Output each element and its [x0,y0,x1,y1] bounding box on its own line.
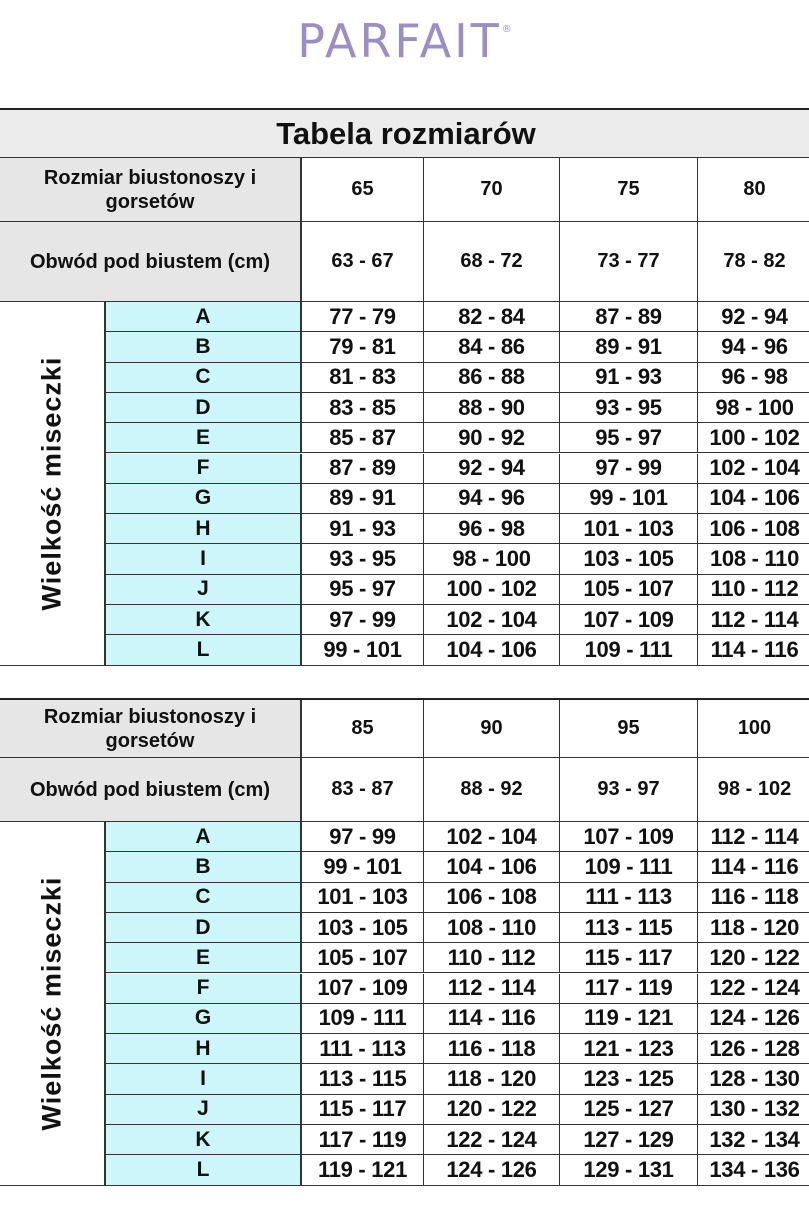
bust-range-cell: 125 - 127 [560,1095,698,1125]
bust-range-cell: 104 - 106 [698,484,809,514]
bust-range-cell: 93 - 95 [302,544,424,574]
cup-letter-K: K [106,1125,302,1155]
band-size-75: 75 [560,158,698,222]
bust-range-cell: 127 - 129 [560,1125,698,1155]
bust-range-cell: 112 - 114 [698,822,809,852]
band-size-90: 90 [424,700,560,758]
band-range: 93 - 97 [560,758,698,822]
bust-range-cell: 109 - 111 [302,1004,424,1034]
cup-size-label-text: Wielkość miseczki [36,356,67,611]
band-range: 78 - 82 [698,222,809,302]
bust-range-cell: 101 - 103 [560,514,698,544]
bust-range-cell: 115 - 117 [302,1095,424,1125]
bust-range-cell: 122 - 124 [424,1125,560,1155]
cup-letter-K: K [106,605,302,635]
bust-range-cell: 124 - 126 [424,1155,560,1185]
band-header-label: Obwód pod biustem (cm) [0,758,302,822]
cup-letter-H: H [106,514,302,544]
bust-range-cell: 102 - 104 [698,454,809,484]
bust-range-cell: 124 - 126 [698,1004,809,1034]
bust-range-cell: 114 - 116 [698,635,809,665]
bust-range-cell: 109 - 111 [560,852,698,882]
bust-range-cell: 126 - 128 [698,1034,809,1064]
bust-range-cell: 96 - 98 [424,514,560,544]
bust-range-cell: 83 - 85 [302,393,424,423]
bust-range-cell: 87 - 89 [560,302,698,332]
bust-range-cell: 86 - 88 [424,363,560,393]
band-range: 73 - 77 [560,222,698,302]
bust-range-cell: 102 - 104 [424,605,560,635]
size-header-label: Rozmiar biustonoszy i gorsetów [0,158,302,222]
bust-range-cell: 94 - 96 [698,332,809,362]
bust-range-cell: 112 - 114 [698,605,809,635]
cup-letter-C: C [106,883,302,913]
bust-range-cell: 122 - 124 [698,974,809,1004]
bust-range-cell: 116 - 118 [698,883,809,913]
bust-range-cell: 97 - 99 [560,454,698,484]
bust-range-cell: 104 - 106 [424,635,560,665]
bust-range-cell: 118 - 120 [698,913,809,943]
bust-range-cell: 92 - 94 [698,302,809,332]
cup-size-label [0,302,106,666]
bust-range-cell: 107 - 109 [302,974,424,1004]
cup-letter-G: G [106,484,302,514]
bust-range-cell: 117 - 119 [302,1125,424,1155]
bust-range-cell: 90 - 92 [424,423,560,453]
band-range: 98 - 102 [698,758,809,822]
bust-range-cell: 93 - 95 [560,393,698,423]
bust-range-cell: 120 - 122 [698,943,809,973]
cup-letter-I: I [106,544,302,574]
cup-letter-L: L [106,635,302,665]
bust-range-cell: 114 - 116 [424,1004,560,1034]
band-range: 68 - 72 [424,222,560,302]
bust-range-cell: 107 - 109 [560,822,698,852]
bust-range-cell: 102 - 104 [424,822,560,852]
bust-range-cell: 89 - 91 [560,332,698,362]
bust-range-cell: 79 - 81 [302,332,424,362]
bust-range-cell: 108 - 110 [698,544,809,574]
band-range: 83 - 87 [302,758,424,822]
band-size-85: 85 [302,700,424,758]
cup-letter-L: L [106,1155,302,1185]
band-size-100: 100 [698,700,809,758]
bust-range-cell: 99 - 101 [302,852,424,882]
cup-size-label-text: Wielkość miseczki [36,876,67,1131]
cup-letter-B: B [106,332,302,362]
bust-range-cell: 106 - 108 [424,883,560,913]
bust-range-cell: 101 - 103 [302,883,424,913]
bust-range-cell: 119 - 121 [302,1155,424,1185]
band-size-80: 80 [698,158,809,222]
cup-letter-D: D [106,393,302,423]
bust-range-cell: 84 - 86 [424,332,560,362]
cup-letter-J: J [106,1095,302,1125]
bust-range-cell: 110 - 112 [424,943,560,973]
cup-letter-B: B [106,852,302,882]
cup-letter-E: E [106,423,302,453]
bust-range-cell: 95 - 97 [560,423,698,453]
bust-range-cell: 95 - 97 [302,575,424,605]
bust-range-cell: 113 - 115 [302,1064,424,1094]
bust-range-cell: 107 - 109 [560,605,698,635]
bust-range-cell: 113 - 115 [560,913,698,943]
bust-range-cell: 103 - 105 [302,913,424,943]
bust-range-cell: 77 - 79 [302,302,424,332]
band-size-95: 95 [560,700,698,758]
cup-letter-J: J [106,575,302,605]
band-range: 63 - 67 [302,222,424,302]
cup-letter-C: C [106,363,302,393]
bust-range-cell: 134 - 136 [698,1155,809,1185]
cup-letter-F: F [106,454,302,484]
bust-range-cell: 115 - 117 [560,943,698,973]
band-range: 88 - 92 [424,758,560,822]
cup-letter-I: I [106,1064,302,1094]
bust-range-cell: 88 - 90 [424,393,560,423]
brand-logo [0,14,809,68]
bust-range-cell: 105 - 107 [302,943,424,973]
bust-range-cell: 96 - 98 [698,363,809,393]
band-size-70: 70 [424,158,560,222]
bust-range-cell: 97 - 99 [302,822,424,852]
bust-range-cell: 89 - 91 [302,484,424,514]
bust-range-cell: 111 - 113 [302,1034,424,1064]
cup-size-label [0,822,106,1186]
bust-range-cell: 123 - 125 [560,1064,698,1094]
bust-range-cell: 112 - 114 [424,974,560,1004]
bust-range-cell: 117 - 119 [560,974,698,1004]
bust-range-cell: 128 - 130 [698,1064,809,1094]
bust-range-cell: 118 - 120 [424,1064,560,1094]
bust-range-cell: 109 - 111 [560,635,698,665]
bust-range-cell: 92 - 94 [424,454,560,484]
bust-range-cell: 98 - 100 [698,393,809,423]
bust-range-cell: 103 - 105 [560,544,698,574]
bust-range-cell: 121 - 123 [560,1034,698,1064]
bust-range-cell: 82 - 84 [424,302,560,332]
cup-letter-A: A [106,822,302,852]
band-header-label: Obwód pod biustem (cm) [0,222,302,302]
size-header-label: Rozmiar biustonoszy i gorsetów [0,700,302,758]
bust-range-cell: 114 - 116 [698,852,809,882]
bust-range-cell: 130 - 132 [698,1095,809,1125]
bust-range-cell: 98 - 100 [424,544,560,574]
table-title: Tabela rozmiarów [0,108,809,158]
cup-letter-E: E [106,943,302,973]
bust-range-cell: 85 - 87 [302,423,424,453]
bust-range-cell: 132 - 134 [698,1125,809,1155]
cup-letter-H: H [106,1034,302,1064]
bust-range-cell: 111 - 113 [560,883,698,913]
cup-letter-D: D [106,913,302,943]
bust-range-cell: 94 - 96 [424,484,560,514]
bust-range-cell: 116 - 118 [424,1034,560,1064]
bust-range-cell: 100 - 102 [698,423,809,453]
bust-range-cell: 97 - 99 [302,605,424,635]
bust-range-cell: 108 - 110 [424,913,560,943]
bust-range-cell: 129 - 131 [560,1155,698,1185]
bust-range-cell: 104 - 106 [424,852,560,882]
bust-range-cell: 100 - 102 [424,575,560,605]
cup-letter-F: F [106,974,302,1004]
bust-range-cell: 120 - 122 [424,1095,560,1125]
bust-range-cell: 99 - 101 [302,635,424,665]
bust-range-cell: 87 - 89 [302,454,424,484]
cup-letter-A: A [106,302,302,332]
bust-range-cell: 99 - 101 [560,484,698,514]
brand-name: PARFAIT [297,14,502,68]
bust-range-cell: 91 - 93 [302,514,424,544]
bust-range-cell: 81 - 83 [302,363,424,393]
bust-range-cell: 91 - 93 [560,363,698,393]
bust-range-cell: 106 - 108 [698,514,809,544]
cup-letter-G: G [106,1004,302,1034]
band-size-65: 65 [302,158,424,222]
bust-range-cell: 119 - 121 [560,1004,698,1034]
brand-reg-mark: ® [501,24,512,35]
bust-range-cell: 105 - 107 [560,575,698,605]
bust-range-cell: 110 - 112 [698,575,809,605]
